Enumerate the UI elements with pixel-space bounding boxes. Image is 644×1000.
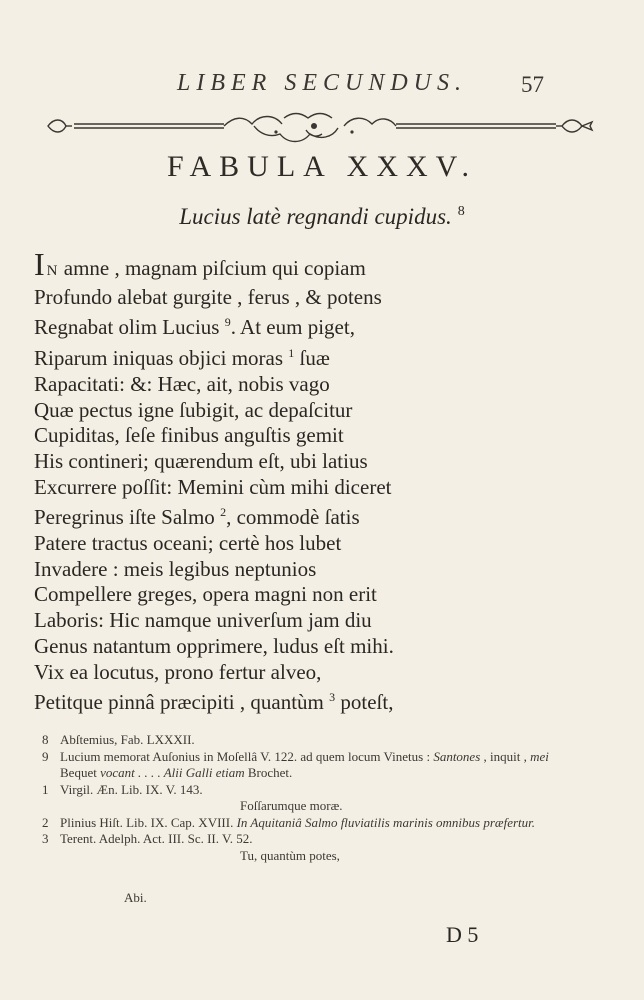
fable-subtitle: [0, 204, 644, 230]
catchword: Abi.: [124, 890, 147, 905]
verse-line: Patere tractus oceani; certè hos lubet: [34, 531, 342, 556]
footnote: [42, 749, 570, 782]
fable-title: FABULA XXXV.: [167, 150, 477, 183]
footnote: [42, 815, 570, 832]
note-mark: 3: [329, 690, 336, 705]
ornamental-rule: [44, 108, 600, 144]
drop-cap: I: [34, 246, 45, 282]
footnote: [42, 782, 570, 815]
footnote: [42, 732, 570, 749]
verse-line: Compellere greges, opera magni non erit: [34, 582, 377, 607]
note-mark: 2: [220, 505, 227, 520]
subtitle-text: Lucius latè regnandi cupidus.: [179, 204, 452, 229]
verse-line: Peregrinus iſte Salmo $^2$, commodè ſatis: [34, 505, 360, 530]
footnotes: [42, 732, 570, 864]
footnote-text: Abſtemius, Fab. LXXXII.: [60, 732, 195, 747]
footnote-text: Lucium memorat Auſonius in Moſellâ V. 122. ad quem locum Vinetus : Santones , inquit , mei Bequet vocant . . . . Alii Galli etiam Brochet.: [60, 748, 549, 780]
footnote-mark: 1: [42, 781, 49, 797]
footnote-continuation: Foſſarumque moræ.: [240, 798, 343, 813]
page-number: 57: [521, 72, 544, 97]
verse-line: Profundo alebat gurgite , ferus , & potens: [34, 284, 382, 309]
verse-line: Cupiditas, ſeſe finibus anguſtis gemit: [34, 423, 344, 448]
signature-mark: D 5: [446, 922, 479, 947]
verse-line: Laboris: Hic namque univerſum jam diu: [34, 608, 372, 633]
subtitle-note-mark: 8: [457, 204, 465, 220]
note-mark: 9: [224, 315, 231, 330]
verse-line: Regnabat olim Lucius $^9$. At eum piget,: [34, 315, 355, 340]
verse-line: Genus natantum opprimere, ludus eſt mihi.: [34, 633, 394, 658]
verse-line: Rapacitati: &: Hæc, ait, nobis vago: [34, 371, 330, 396]
footnote-text: Virgil. Æn. Lib. IX. V. 143. Foſſarumque moræ.: [60, 781, 343, 813]
verse-line: Invadere : meis legibus neptunios: [34, 556, 317, 581]
verse-block: [34, 246, 594, 716]
footnote-continuation: Tu, quantùm potes,: [240, 847, 340, 863]
footnote: [42, 831, 570, 864]
verse-line: I N amne , magnam piſcium qui copiam: [34, 246, 366, 282]
verse-line: Petitque pinnâ præcipiti , quantùm $^3$ poteſt,: [34, 690, 394, 715]
verse-line: Excurrere poſſit: Memini cùm mihi diceret: [34, 474, 392, 499]
footnote-mark: 2: [42, 814, 49, 830]
verse-line: Quæ pectus igne ſubigit, ac depaſcitur: [34, 397, 353, 422]
small-caps: N: [46, 263, 59, 279]
verse-line: Riparum iniquas objici moras $^1$ ſuæ: [34, 346, 330, 371]
running-head: LIBER SECUNDUS.: [177, 70, 467, 96]
footnote-text: Terent. Adelph. Act. III. Sc. II. V. 52. Tu, quantùm potes,: [60, 831, 340, 863]
verse-line: His contineri; quærendum eſt, ubi latius: [34, 448, 368, 473]
verse-line: Vix ea locutus, prono fertur alveo,: [34, 659, 322, 684]
footnote-mark: 9: [42, 748, 49, 764]
footnote-mark: 8: [42, 732, 49, 747]
note-mark: 1: [288, 346, 295, 361]
footnote-text: Plinius Hiſt. Lib. IX. Cap. XVIII. In Aquitaniâ Salmo fluviatilis marinis omnibus præfertur.: [60, 814, 536, 830]
footnote-mark: 3: [42, 831, 49, 846]
